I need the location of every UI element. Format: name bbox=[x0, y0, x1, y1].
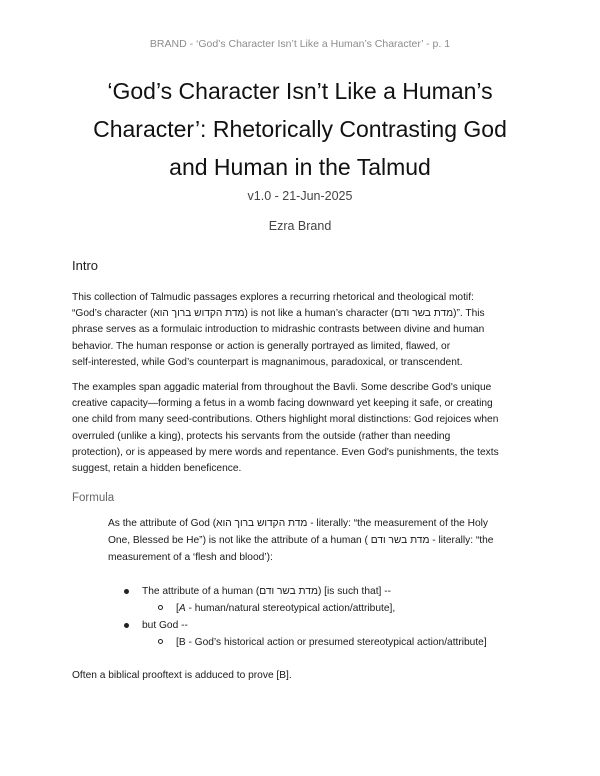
sub-list-item bbox=[124, 634, 544, 651]
title-line-1: ‘God’s Character Isn’t Like a Human’s bbox=[107, 78, 493, 104]
text-line: one child from many seed-contributions. Others highlight moral distinctions: God rejoices when bbox=[72, 414, 499, 426]
running-header: BRAND - ‘God’s Character Isn’t Like a Human’s Character’ - p. 1 bbox=[149, 38, 451, 50]
formula-statement bbox=[108, 515, 540, 566]
text-line: self-interested, while God’s counterpart is magnanimous, paradoxical, or transcendent. bbox=[72, 356, 463, 368]
document-title bbox=[60, 72, 540, 186]
author-name: Ezra Brand bbox=[268, 219, 332, 233]
hollow-circle-icon bbox=[158, 605, 163, 610]
text-line: suggest, retain a hidden beneficence. bbox=[72, 463, 242, 475]
sub-item-text-italic: A bbox=[178, 603, 186, 614]
formula-bullet-list bbox=[124, 583, 544, 651]
intro-paragraph-1 bbox=[72, 290, 538, 371]
text-line: As the attribute of God (מדת הקדוש ברוך הוא - literally: “the measurement of the Holy bbox=[108, 518, 488, 529]
bullet-dot-icon bbox=[124, 589, 129, 594]
title-line-2: Character’: Rhetorically Contrasting God bbox=[93, 116, 507, 142]
sub-item-text: [B - God’s historical action or presumed stereotypical action/attribute] bbox=[176, 637, 487, 648]
text-line: “God’s character (מדת הקדוש ברוך הוא) is not like a human’s character (מדת בשר ודם)”. This bbox=[72, 308, 485, 320]
list-item bbox=[124, 617, 544, 634]
list-item bbox=[124, 583, 544, 600]
closing-sentence: Often a biblical prooftext is adduced to prove [B]. bbox=[72, 670, 292, 681]
text-line: protection), or is appeased by mere words and repentance. Even God's punishments, the texts bbox=[72, 446, 499, 458]
intro-paragraph-2 bbox=[72, 380, 538, 477]
intro-heading: Intro bbox=[72, 258, 99, 273]
bullet-dot-icon bbox=[124, 623, 129, 628]
text-line: measurement of a ‘flesh and blood’): bbox=[108, 552, 273, 563]
list-item-text: The attribute of a human (מדת בשר ודם) [is such that] -- bbox=[142, 586, 391, 597]
title-line-3: and Human in the Talmud bbox=[169, 154, 431, 180]
hollow-circle-icon bbox=[158, 639, 163, 644]
text-line: overruled (unlike a king), protects his servants from the outside (rather than needing bbox=[72, 430, 451, 442]
text-line: creative capacity—forming a fetus in a womb facing downward yet keeping it safe, or creating bbox=[72, 398, 493, 410]
sub-list-item bbox=[124, 600, 544, 617]
list-item-text: but God -- bbox=[142, 620, 188, 631]
text-line: This collection of Talmudic passages explores a recurring rhetorical and theological motif: bbox=[72, 292, 474, 303]
text-line: The examples span aggadic material from throughout the Bavli. Some describe God's unique bbox=[72, 382, 492, 393]
formula-heading: Formula bbox=[72, 492, 115, 504]
text-line: behavior. The human response or action is generally portrayed as limited, flawed, or bbox=[72, 340, 451, 352]
text-line: One, Blessed be He”) is not like the attribute of a human ( מדת בשר ודם - literally: “the bbox=[108, 535, 494, 546]
sub-item-text-end: - human/natural stereotypical action/attribute], bbox=[185, 603, 396, 614]
text-line: phrase serves as a formulaic introduction to midrashic contrasts between divine and human bbox=[72, 324, 485, 336]
sub-item-text-start: [ bbox=[176, 603, 179, 614]
version-date: v1.0 - 21-Jun-2025 bbox=[247, 189, 353, 203]
